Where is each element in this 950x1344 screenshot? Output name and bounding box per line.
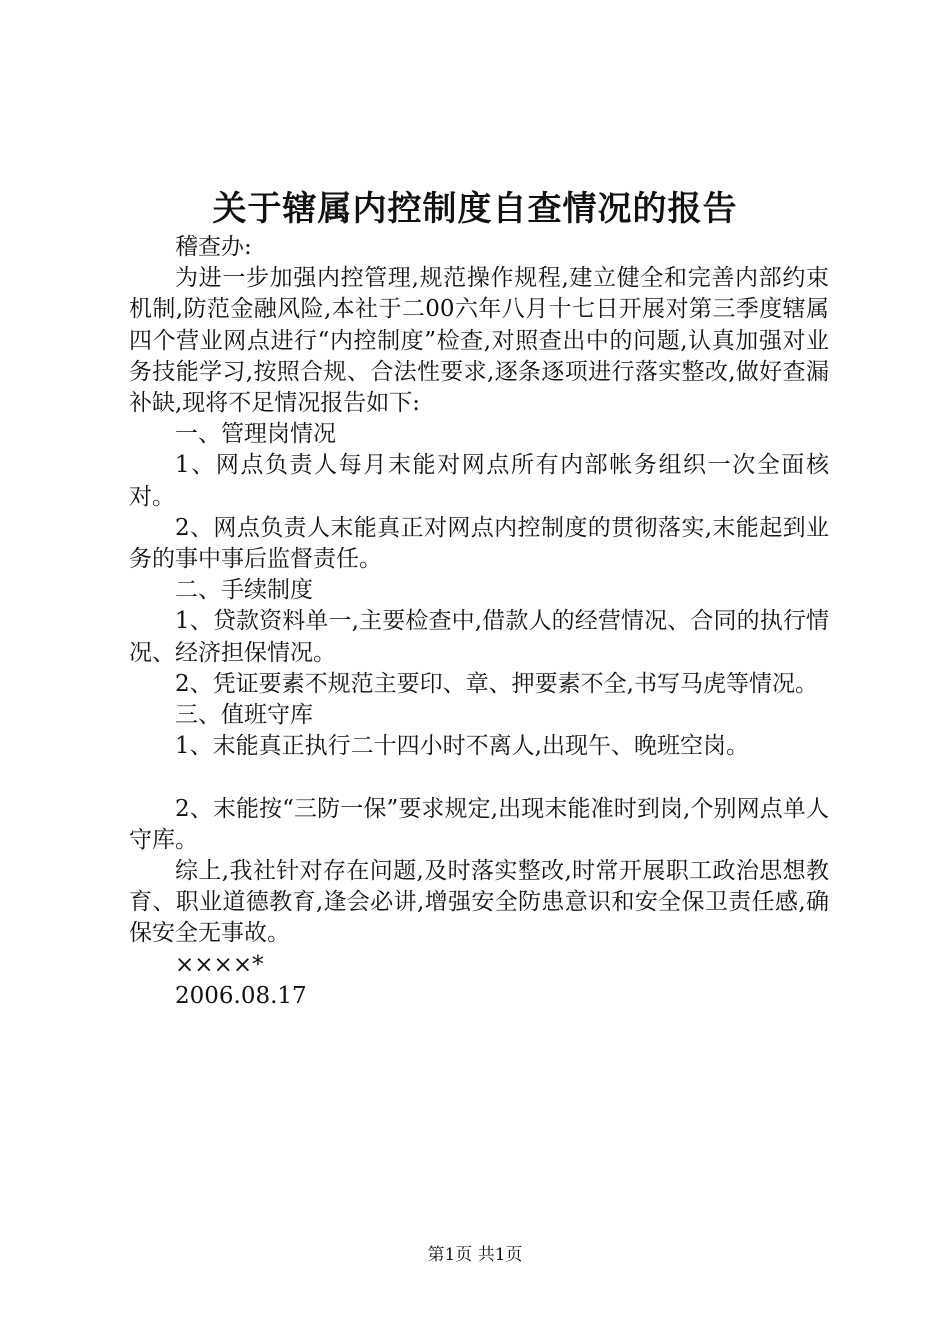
management-item-2: 2、网点负责人末能真正对网点内控制度的贯彻落实,末能起到业务的事中事后监督责任。 (129, 514, 829, 573)
section-heading-management: 一、管理岗情况 (175, 421, 336, 448)
section-heading-duty: 三、值班守库 (175, 702, 313, 729)
procedures-item-1: 1、贷款资料单一,主要检查中,借款人的经营情况、合同的执行情况、经济担保情况。 (129, 608, 829, 666)
duty-item-1: 1、末能真正执行二十四小时不离人,出现午、晚班空岗。 (175, 733, 749, 760)
section-heading-procedures: 二、手续制度 (175, 577, 313, 604)
signature: ××××* (175, 951, 264, 978)
intro-paragraph: 为进一步加强内控管理,规范操作规程,建立健全和完善内部约束机制,防范金融风险,本社于二00六年八月十七日开展对第三季度辖属四个营业网点进行“内控制度”检查,对照查出中的问题,认真加强对业务技能学习,按照合规、合法性要求,逐条逐项进行落实整改,做好查漏补缺,现将不足情况报告如下: (129, 265, 829, 417)
document-body (129, 232, 829, 1012)
page-number-footer: 第1页 共1页 (427, 1245, 523, 1265)
document-title: 关于辖属内控制度自查情况的报告 (212, 189, 738, 229)
procedures-item-2: 2、凭证要素不规范主要印、章、押要素不全,书写马虎等情况。 (175, 670, 818, 697)
summary-paragraph: 综上,我社针对存在问题,及时落实整改,时常开展职工政治思想教育、职业道德教育,逢会必讲,增强安全防患意识和安全保卫责任感,确保安全无事故。 (129, 858, 829, 947)
management-item-1: 1、网点负责人每月末能对网点所有内部帐务组织一次全面核对。 (129, 452, 829, 510)
salutation: 稽查办: (175, 234, 252, 260)
duty-item-2: 2、末能按“三防一保”要求规定,出现末能准时到岗,个别网点单人守库。 (129, 795, 829, 853)
document-date: 2006.08.17 (175, 982, 307, 1009)
